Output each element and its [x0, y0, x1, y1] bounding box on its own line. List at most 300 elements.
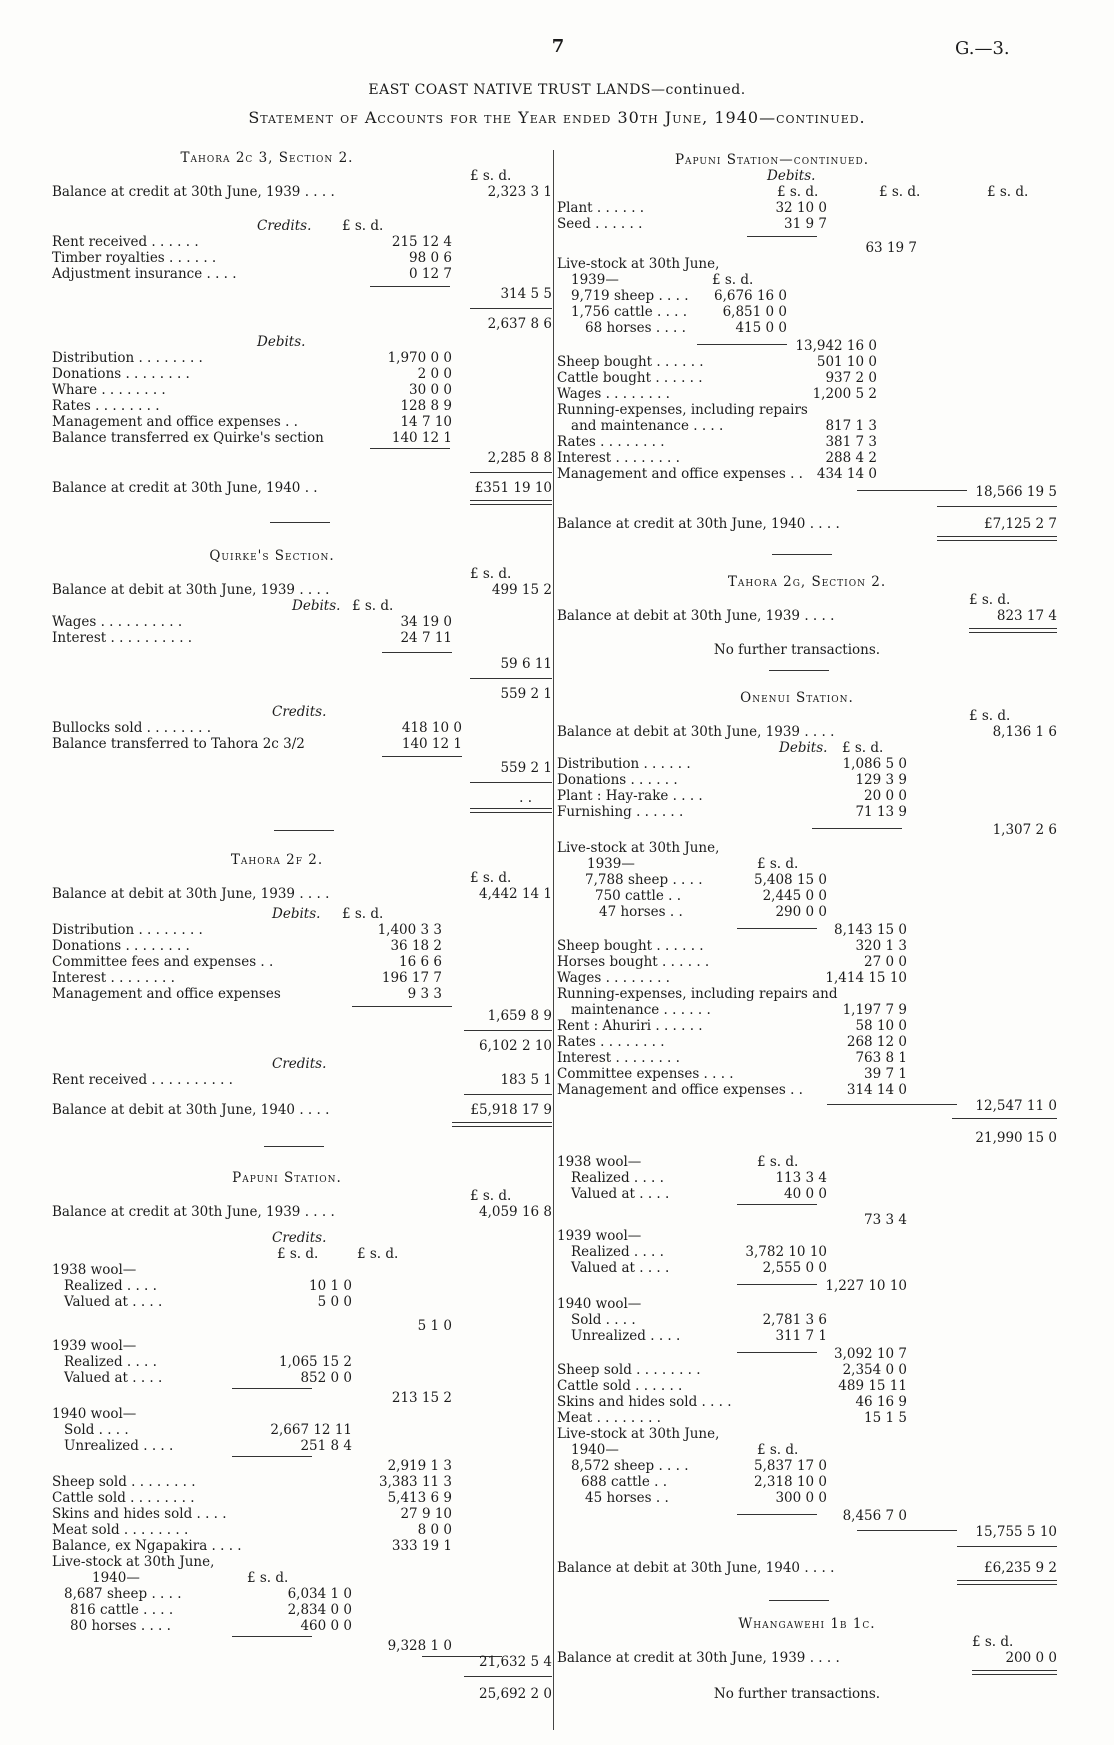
- subtotal-value: 6,102 2 10: [479, 1038, 552, 1054]
- row-label: Sold . . . .: [64, 1422, 129, 1438]
- total-value: 559 2 1: [500, 760, 552, 776]
- ledger-row: [557, 888, 1057, 904]
- section-separator: [769, 670, 829, 671]
- total-row: [52, 1390, 552, 1406]
- no-transactions-note: No further transactions.: [713, 1686, 881, 1702]
- row-value: 5 0 0: [317, 1294, 352, 1310]
- row-label: Sheep bought . . . . . .: [557, 354, 704, 370]
- ledger-row: [52, 1618, 552, 1634]
- row-label: Interest . . . . . . . .: [557, 450, 680, 466]
- ledger-row: [557, 904, 1057, 920]
- row-label: 8,572 sheep . . . .: [571, 1458, 689, 1474]
- total-value: 63 19 7: [865, 240, 917, 256]
- row-value: 268 12 0: [846, 1034, 907, 1050]
- wool-1940-label: 1940 wool—: [52, 1406, 137, 1422]
- double-rule: [969, 628, 1057, 633]
- section-heading: Tahora 2c 3, Section 2.: [180, 150, 354, 166]
- opening-label: Balance at credit at 30th June, 1939 . . . .: [52, 184, 335, 200]
- total-value: 213 15 2: [391, 1390, 452, 1406]
- ledger-row: [52, 720, 552, 736]
- ledger-row: [557, 1312, 1057, 1328]
- heading-text: Papuni Station—continued.: [674, 152, 870, 168]
- total-value: 13,942 16 0: [795, 338, 877, 354]
- double-rule: [470, 500, 552, 505]
- ledger-row: [557, 1394, 1057, 1410]
- row-label: 45 horses . .: [585, 1490, 669, 1506]
- total-row: [52, 1458, 552, 1474]
- ledger-row: [557, 288, 1057, 304]
- row-label: Rates . . . . . . . .: [557, 434, 665, 450]
- total-value: 5 1 0: [417, 1318, 452, 1334]
- row-label: Timber royalties . . . . . .: [52, 250, 217, 266]
- total-value: 18,566 19 5: [975, 484, 1057, 500]
- row-label: 816 cattle . . . .: [70, 1602, 174, 1618]
- closing-label: Balance at credit at 30th June, 1940 . .: [52, 480, 318, 496]
- page-number: 7: [551, 36, 565, 57]
- ledger-row: [52, 1294, 552, 1310]
- livestock-year: 1940—: [571, 1442, 619, 1458]
- ledger-row: [557, 1002, 1057, 1018]
- row-value: 333 19 1: [391, 1538, 452, 1554]
- opening-value: 4,059 16 8: [479, 1204, 552, 1220]
- rule: [470, 782, 552, 783]
- ledger-row: [52, 1538, 552, 1554]
- ledger-row: [557, 402, 1057, 418]
- row-label: Valued at . . . .: [64, 1370, 163, 1386]
- livestock-year: 1939—: [571, 272, 619, 288]
- row-value: 460 0 0: [300, 1618, 352, 1634]
- row-label: Wages . . . . . . . .: [557, 386, 670, 402]
- row-value: 15 1 5: [864, 1410, 907, 1426]
- total-value: 8,456 7 0: [842, 1508, 907, 1524]
- row-label: Meat sold . . . . . . . .: [52, 1522, 189, 1538]
- currency-header: £ s. d.: [712, 272, 754, 288]
- total-value: 8,143 15 0: [834, 922, 907, 938]
- currency-header: £ s. d.: [757, 856, 799, 872]
- currency-header: £ s. d.: [352, 598, 394, 614]
- total-value: 314 5 5: [500, 286, 552, 302]
- ledger-row: [557, 386, 1057, 402]
- row-label: Sold . . . .: [571, 1312, 636, 1328]
- row-value: 71 13 9: [855, 804, 907, 820]
- row-label: Rates . . . . . . . .: [557, 1034, 665, 1050]
- row-label: Management and office expenses . .: [52, 414, 298, 430]
- row-label: Plant : Hay-rake . . . .: [557, 788, 703, 804]
- ledger-row: [52, 366, 552, 382]
- row-label: Seed . . . . . .: [557, 216, 643, 232]
- credits-title: Credits.: [272, 1056, 327, 1072]
- row-label: and maintenance . . . .: [571, 418, 724, 434]
- ledger-row: [557, 1378, 1057, 1394]
- subtotal-value: 559 2 1: [500, 686, 552, 702]
- row-label: Running-expenses, including repairs: [557, 402, 808, 418]
- row-label: Cattle bought . . . . . .: [557, 370, 703, 386]
- row-value: 852 0 0: [300, 1370, 352, 1386]
- ledger-row: [52, 1278, 552, 1294]
- row-value: 140 12 1: [391, 430, 452, 446]
- row-value: 937 2 0: [825, 370, 877, 386]
- ledger-row: [557, 1410, 1057, 1426]
- wool-1938-label: 1938 wool—: [557, 1154, 642, 1170]
- row-value: 489 15 11: [838, 1378, 907, 1394]
- ledger-row: [557, 1082, 1057, 1098]
- row-value: 415 0 0: [735, 320, 787, 336]
- total-value: 9,328 1 0: [387, 1638, 452, 1654]
- rule: [382, 652, 452, 653]
- row-label: Committee expenses . . . .: [557, 1066, 734, 1082]
- closing-label: Balance at credit at 30th June, 1940 . . . .: [557, 516, 840, 532]
- row-value: 288 4 2: [825, 450, 877, 466]
- row-label: Horses bought . . . . . .: [557, 954, 710, 970]
- row-value: 2,781 3 6: [762, 1312, 827, 1328]
- row-value: 27 9 10: [400, 1506, 452, 1522]
- ledger-row: [557, 370, 1057, 386]
- row-value: 2,445 0 0: [762, 888, 827, 904]
- ledger-row: [557, 1170, 1057, 1186]
- total-value: 3,092 10 7: [834, 1346, 907, 1362]
- row-label: Realized . . . .: [64, 1354, 157, 1370]
- subtotal-row: [52, 1038, 552, 1054]
- row-label: Wages . . . . . . . .: [557, 970, 670, 986]
- total-row: [557, 1508, 1057, 1524]
- ledger-row: [52, 736, 552, 752]
- ledger-row: [52, 234, 552, 250]
- rule: [470, 678, 552, 679]
- row-value: 31 9 7: [784, 216, 827, 232]
- ledger-row: [52, 1370, 552, 1386]
- row-value: 27 0 0: [864, 954, 907, 970]
- row-label: Bullocks sold . . . . . . . .: [52, 720, 212, 736]
- closing-balance: [52, 480, 552, 496]
- row-value: 40 0 0: [784, 1186, 827, 1202]
- livestock-year: 1940—: [92, 1570, 140, 1586]
- row-label: Interest . . . . . . . .: [557, 1050, 680, 1066]
- row-value: 434 14 0: [816, 466, 877, 482]
- row-value: 0 12 7: [409, 266, 452, 282]
- total-value: 2,285 8 8: [487, 450, 552, 466]
- total-row: [557, 338, 1057, 354]
- row-value: 1,400 3 3: [377, 922, 442, 938]
- section-heading: Quirke's Section.: [209, 548, 335, 564]
- total-value: 73 3 4: [864, 1212, 907, 1228]
- ledger-row: [52, 970, 552, 986]
- row-label: 80 horses . . . .: [70, 1618, 171, 1634]
- rule: [382, 756, 462, 757]
- currency-header: £ s. d.: [277, 1246, 319, 1262]
- ledger-row: [557, 1260, 1057, 1276]
- rule: [464, 1676, 552, 1677]
- row-label: 68 horses . . . .: [585, 320, 686, 336]
- section-heading: Tahora 2f 2.: [230, 852, 324, 868]
- rule: [232, 1388, 312, 1389]
- row-label: Management and office expenses . .: [557, 466, 803, 482]
- closing-balance: [557, 1560, 1057, 1576]
- closing-value: £5,918 17 9: [470, 1102, 552, 1118]
- row-label: Cattle sold . . . . . .: [557, 1378, 683, 1394]
- opening-label: Balance at debit at 30th June, 1939 . . . .: [52, 886, 330, 902]
- left-column: [52, 0, 552, 1745]
- opening-value: 8,136 1 6: [992, 724, 1057, 740]
- row-value: 6,034 1 0: [287, 1586, 352, 1602]
- row-label: Valued at . . . .: [571, 1186, 670, 1202]
- row-label: Donations . . . . . . . .: [52, 938, 190, 954]
- row-value: 300 0 0: [775, 1490, 827, 1506]
- ledger-row: [557, 450, 1057, 466]
- row-value: 501 10 0: [816, 354, 877, 370]
- row-value: 58 10 0: [855, 1018, 907, 1034]
- row-value: 128 8 9: [400, 398, 452, 414]
- ledger-row: [557, 1066, 1057, 1082]
- section-heading: [557, 152, 987, 168]
- wool-1940-label: 1940 wool—: [557, 1296, 642, 1312]
- row-value: 5,837 17 0: [754, 1458, 827, 1474]
- total-row: [557, 1346, 1057, 1362]
- opening-balance: [52, 886, 552, 902]
- grand-total-row: [52, 1686, 552, 1702]
- row-label: Running-expenses, including repairs and: [557, 986, 838, 1002]
- total-value: 1,307 2 6: [992, 822, 1057, 838]
- opening-label: Balance at debit at 30th June, 1939 . . . .: [557, 724, 835, 740]
- opening-label: Balance at debit at 30th June, 1939 . . . .: [557, 608, 835, 624]
- debits-title: Debits.: [767, 168, 816, 184]
- row-label: Meat . . . . . . . .: [557, 1410, 661, 1426]
- row-value: 39 7 1: [864, 1066, 907, 1082]
- row-value: 2,354 0 0: [842, 1362, 907, 1378]
- row-value: 1,970 0 0: [387, 350, 452, 366]
- ledger-row: [557, 354, 1057, 370]
- total-row: [52, 760, 552, 776]
- section-heading: Tahora 2g, Section 2.: [727, 574, 887, 590]
- row-value: 8 0 0: [417, 1522, 452, 1538]
- debits-title: Debits.: [257, 334, 306, 350]
- wool-1939-label: 1939 wool—: [52, 1338, 137, 1354]
- total-value: 1,227 10 10: [825, 1278, 907, 1294]
- row-label: Cattle sold . . . . . . . .: [52, 1490, 195, 1506]
- ledger-row: [52, 1474, 552, 1490]
- row-value: 183 5 1: [500, 1072, 552, 1088]
- currency-header: £ s. d.: [470, 566, 512, 582]
- section-separator: [270, 522, 330, 523]
- column-divider: [553, 150, 554, 1730]
- row-value: 34 19 0: [400, 614, 452, 630]
- opening-value: 4,442 14 1: [479, 886, 552, 902]
- total-row: [52, 1654, 552, 1670]
- total-row: [557, 1278, 1057, 1294]
- ledger-row: [557, 1034, 1057, 1050]
- ledger-row: [557, 788, 1057, 804]
- row-label: Valued at . . . .: [571, 1260, 670, 1276]
- closing-value: . .: [519, 790, 532, 806]
- currency-header: £ s. d.: [470, 168, 512, 184]
- ledger-row: [557, 466, 1057, 482]
- ledger-row: [557, 216, 1057, 232]
- row-value: 16 6 6: [399, 954, 442, 970]
- ledger-row: [557, 1490, 1057, 1506]
- row-value: 311 7 1: [775, 1328, 827, 1344]
- currency-header: £ s. d.: [879, 184, 921, 200]
- row-label: Rent received . . . . . .: [52, 234, 199, 250]
- ledger-row: [52, 266, 552, 282]
- row-value: 418 10 0: [401, 720, 462, 736]
- total-row: [52, 450, 552, 466]
- currency-header: £ s. d.: [757, 1442, 799, 1458]
- row-value: 5,408 15 0: [754, 872, 827, 888]
- livestock-label: Live-stock at 30th June,: [557, 256, 720, 272]
- livestock-label: Live-stock at 30th June,: [557, 840, 720, 856]
- rule: [470, 308, 552, 309]
- ledger-row: [52, 954, 552, 970]
- row-value: 14 7 10: [400, 414, 452, 430]
- currency-header: £ s. d.: [342, 218, 384, 234]
- row-value: 10 1 0: [309, 1278, 352, 1294]
- credits-title: Credits.: [272, 1230, 327, 1246]
- total-row: [557, 1212, 1057, 1228]
- row-label: Interest . . . . . . . .: [52, 970, 175, 986]
- ledger-row: [557, 954, 1057, 970]
- row-label: 1,756 cattle . . . .: [571, 304, 688, 320]
- row-value: 9 3 3: [407, 986, 442, 1002]
- row-value: 314 14 0: [846, 1082, 907, 1098]
- wool-1938-label: 1938 wool—: [52, 1262, 137, 1278]
- row-label: Whare . . . . . . . .: [52, 382, 166, 398]
- ledger-row: [52, 986, 552, 1002]
- ledger-row: [52, 1438, 552, 1454]
- row-label: Rates . . . . . . . .: [52, 398, 160, 414]
- rule: [952, 1118, 1057, 1119]
- double-rule: [937, 536, 1057, 541]
- ledger-row: [52, 1522, 552, 1538]
- row-label: Management and office expenses . .: [557, 1082, 803, 1098]
- ledger-row: [52, 922, 552, 938]
- ledger-row: [52, 630, 552, 646]
- ledger-row: [557, 1474, 1057, 1490]
- debits-title: Debits.: [272, 906, 321, 922]
- row-label: Plant . . . . . .: [557, 200, 645, 216]
- total-row: [557, 1524, 1057, 1540]
- ledger-row: [557, 200, 1057, 216]
- row-value: 251 8 4: [300, 1438, 352, 1454]
- total-row: [557, 1098, 1057, 1114]
- row-value: 1,065 15 2: [279, 1354, 352, 1370]
- row-value: 196 17 7: [381, 970, 442, 986]
- row-value: 24 7 11: [400, 630, 452, 646]
- total-value: 2,919 1 3: [387, 1458, 452, 1474]
- row-label: Rent received . . . . . . . . . .: [52, 1072, 233, 1088]
- row-value: 215 12 4: [391, 234, 452, 250]
- ledger-row: [52, 250, 552, 266]
- row-label: Distribution . . . . . . . .: [52, 350, 203, 366]
- livestock-label: Live-stock at 30th June,: [557, 1426, 720, 1442]
- row-value: 1,200 5 2: [812, 386, 877, 402]
- ledger-row: [557, 1458, 1057, 1474]
- closing-value: £7,125 2 7: [984, 516, 1057, 532]
- currency-header: £ s. d.: [342, 906, 384, 922]
- row-label: Sheep sold . . . . . . . .: [52, 1474, 196, 1490]
- rule: [232, 1636, 312, 1637]
- ledger-row: [557, 970, 1057, 986]
- row-label: Skins and hides sold . . . .: [557, 1394, 732, 1410]
- ledger-row: [52, 414, 552, 430]
- ledger-row: [52, 1602, 552, 1618]
- row-value: 2 0 0: [417, 366, 452, 382]
- currency-header: £ s. d.: [777, 184, 819, 200]
- row-label: Balance transferred ex Quirke's section: [52, 430, 324, 446]
- row-value: 6,676 16 0: [714, 288, 787, 304]
- closing-label: Balance at debit at 30th June, 1940 . . . .: [557, 1560, 835, 1576]
- row-value: 2,667 12 11: [270, 1422, 352, 1438]
- row-label: 47 horses . .: [599, 904, 683, 920]
- ledger-row: [557, 938, 1057, 954]
- row-label: Distribution . . . . . . . .: [52, 922, 203, 938]
- wool-1939-label: 1939 wool—: [557, 1228, 642, 1244]
- ledger-row: [52, 1354, 552, 1370]
- row-label: Donations . . . . . .: [557, 772, 678, 788]
- currency-header: £ s. d.: [987, 184, 1029, 200]
- total-row: [557, 240, 1057, 256]
- rule: [747, 236, 817, 237]
- total-row: [52, 1318, 552, 1334]
- row-label: Furnishing . . . . . .: [557, 804, 684, 820]
- row-value: 1,414 15 10: [825, 970, 907, 986]
- opening-balance: [52, 582, 552, 598]
- opening-value: 499 15 2: [491, 582, 552, 598]
- ledger-row: [52, 1490, 552, 1506]
- row-value: 129 3 9: [855, 772, 907, 788]
- row-value: 6,851 0 0: [722, 304, 787, 320]
- total-value: 12,547 11 0: [975, 1098, 1057, 1114]
- row-label: Rent : Ahuriri . . . . . .: [557, 1018, 703, 1034]
- grand-total-value: 25,692 2 0: [479, 1686, 552, 1702]
- row-label: Distribution . . . . . .: [557, 756, 691, 772]
- ledger-row: [52, 350, 552, 366]
- closing-balance: [52, 790, 552, 806]
- ledger-row: [557, 804, 1057, 820]
- section-separator: [772, 554, 832, 555]
- document-reference: G.—3.: [955, 38, 1010, 59]
- row-label: Valued at . . . .: [64, 1294, 163, 1310]
- row-value: 763 8 1: [855, 1050, 907, 1066]
- ledger-row: [557, 1244, 1057, 1260]
- total-row: [52, 286, 552, 302]
- ledger-row: [557, 772, 1057, 788]
- subtotal-row: [52, 686, 552, 702]
- row-label: Interest . . . . . . . . . .: [52, 630, 193, 646]
- ledger-row: [557, 1362, 1057, 1378]
- row-label: Donations . . . . . . . .: [52, 366, 190, 382]
- double-rule: [452, 1122, 552, 1127]
- closing-value: £351 19 10: [474, 480, 552, 496]
- rule: [352, 1006, 452, 1007]
- section-heading: Papuni Station.: [232, 1170, 342, 1186]
- ledger-row: [52, 1506, 552, 1522]
- row-label: Unrealized . . . .: [571, 1328, 681, 1344]
- ledger-row: [52, 1586, 552, 1602]
- currency-header: £ s. d.: [470, 870, 512, 886]
- ledger-row: [557, 304, 1057, 320]
- section-separator: [769, 1600, 829, 1601]
- row-value: 320 1 3: [855, 938, 907, 954]
- total-row: [52, 656, 552, 672]
- rule: [464, 1094, 552, 1095]
- no-transactions-note: No further transactions.: [713, 642, 881, 658]
- row-value: 36 18 2: [390, 938, 442, 954]
- rule: [957, 1546, 1057, 1547]
- debits-title: Debits.: [292, 598, 341, 614]
- ledger-row: [52, 398, 552, 414]
- row-value: 32 10 0: [775, 200, 827, 216]
- row-value: 30 0 0: [409, 382, 452, 398]
- opening-balance: [52, 1204, 552, 1220]
